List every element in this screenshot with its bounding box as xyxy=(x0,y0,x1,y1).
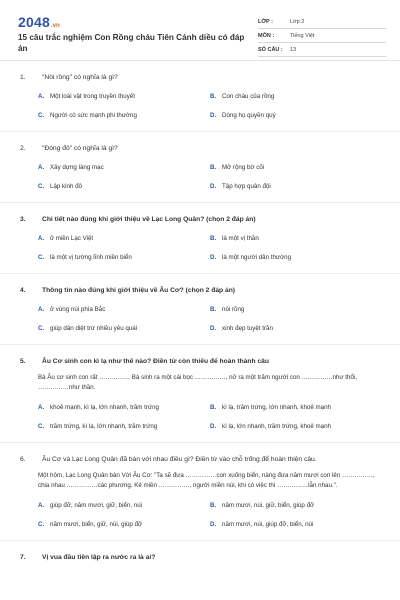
answer-option-text: ở vùng núi phía Bắc xyxy=(50,306,106,313)
question-divider xyxy=(0,540,400,541)
answer-option-text: Mở rộng bờ cõi xyxy=(222,164,265,171)
answer-option-letter: D. xyxy=(210,325,217,332)
answer-option-letter: A. xyxy=(38,306,45,313)
answer-option-letter: C. xyxy=(38,521,45,528)
question-number: 6. xyxy=(20,456,26,463)
question-title xyxy=(18,357,386,366)
question-divider xyxy=(0,442,400,443)
brand-logo[interactable] xyxy=(18,14,248,30)
answer-option[interactable] xyxy=(38,521,210,528)
answer-option[interactable] xyxy=(38,93,210,100)
answer-option[interactable] xyxy=(210,325,386,332)
info-row xyxy=(258,29,386,43)
answer-option-text: Lập kinh đô xyxy=(50,183,82,190)
info-row xyxy=(258,43,386,57)
question-title xyxy=(18,553,386,562)
info-label: SỐ CÂU : xyxy=(258,46,283,53)
answer-option[interactable] xyxy=(38,404,210,411)
answer-option[interactable] xyxy=(38,325,210,332)
answer-options xyxy=(38,93,386,119)
question-item xyxy=(18,553,386,562)
info-value: 13 xyxy=(290,46,297,53)
answer-option-letter: A. xyxy=(38,164,45,171)
question-title xyxy=(18,215,386,224)
question-title xyxy=(18,286,386,295)
answer-option[interactable] xyxy=(38,112,210,119)
answer-option[interactable] xyxy=(210,404,386,411)
answer-option-text: Tập hợp quân đội xyxy=(222,183,271,190)
answer-option-text: kì lạ, trăm trứng, lớn nhanh, khoẻ mạnh xyxy=(222,404,331,411)
answer-option-text: Dòng họ quyền quý xyxy=(222,112,276,119)
answer-option-text: là một vị thần xyxy=(222,235,259,242)
question-item xyxy=(18,286,386,345)
answer-option-letter: B. xyxy=(210,235,217,242)
question-divider xyxy=(0,344,400,345)
info-value: Lớp 2 xyxy=(290,18,305,25)
info-row xyxy=(258,15,386,29)
info-label: LỚP : xyxy=(258,18,273,25)
answer-option[interactable] xyxy=(210,112,386,119)
answer-option-text: nòi rồng xyxy=(222,306,245,313)
answer-option[interactable] xyxy=(210,502,386,509)
answer-option[interactable] xyxy=(210,521,386,528)
answer-option-letter: A. xyxy=(38,93,45,100)
answer-option-letter: C. xyxy=(38,423,45,430)
answer-option-text: Một loài vật trong truyền thuyết xyxy=(50,93,135,100)
answer-option[interactable] xyxy=(38,183,210,190)
answer-option-letter: D. xyxy=(210,112,217,119)
question-item xyxy=(18,215,386,274)
answer-option[interactable] xyxy=(210,235,386,242)
question-text: "Nòi rồng" có nghĩa là gì? xyxy=(42,74,118,81)
answer-option-text: trăm trứng, kì lạ, lớn nhanh, trăm trứng xyxy=(50,423,158,430)
answer-option[interactable] xyxy=(38,306,210,313)
question-title xyxy=(18,144,386,153)
question-text: "Đóng đô" có nghĩa là gì? xyxy=(42,145,118,152)
question-divider xyxy=(0,273,400,274)
answer-option-letter: C. xyxy=(38,112,45,119)
answer-option-text: Con cháu của rồng xyxy=(222,93,275,100)
answer-option[interactable] xyxy=(210,164,386,171)
answer-option[interactable] xyxy=(210,183,386,190)
answer-option-text: xinh đẹp tuyệt trần xyxy=(222,325,273,332)
answer-option-letter: B. xyxy=(210,404,217,411)
question-text: Chi tiết nào đúng khi giới thiệu về Lạc Long Quân? (chọn 2 đáp án) xyxy=(42,216,256,223)
worksheet-header xyxy=(18,0,386,60)
answer-option-letter: B. xyxy=(210,93,217,100)
answer-option-text: năm mươi, núi, giữ, biển, giúp đỡ xyxy=(222,502,315,509)
question-divider xyxy=(0,131,400,132)
question-number: 3. xyxy=(20,216,26,223)
answer-option-text: Xây dựng làng mạc xyxy=(50,164,104,171)
info-label: MÔN : xyxy=(258,32,275,39)
answer-option-letter: D. xyxy=(210,423,217,430)
answer-option-letter: A. xyxy=(38,502,45,509)
info-value: Tiếng Việt xyxy=(290,32,315,39)
answer-option-text: là một vị tướng lĩnh miền biển xyxy=(50,254,132,261)
question-item xyxy=(18,73,386,132)
answer-option[interactable] xyxy=(38,164,210,171)
question-list xyxy=(18,73,386,562)
answer-option-letter: A. xyxy=(38,235,45,242)
brand-logo-suffix: .vn xyxy=(50,23,60,29)
answer-option[interactable] xyxy=(38,235,210,242)
answer-option[interactable] xyxy=(210,93,386,100)
question-number: 5. xyxy=(20,358,26,365)
question-divider xyxy=(0,202,400,203)
question-passage: Một hôm, Lạc Long Quân bàn Với Âu Cơ: "Ta sẽ đưa ……………con xuống biển, nàng đưa năm mươi con lên ……………, chia nhau ……………các phương. Kẻ miền ……………, người miền núi, khi có việc thì ……………lẫn nhau.". xyxy=(38,472,375,489)
question-title xyxy=(18,455,386,464)
answer-option-text: Người có sức mạnh phi thường xyxy=(50,112,137,119)
question-item xyxy=(18,455,386,541)
answer-option-text: năm mươi, biển, giữ, núi, giúp đỡ xyxy=(50,521,143,528)
question-number: 1. xyxy=(20,74,26,81)
answer-option-letter: C. xyxy=(38,325,45,332)
answer-options xyxy=(38,502,386,528)
answer-option-letter: D. xyxy=(210,254,217,261)
answer-option-text: giúp đỡ, năm mươi, giữ, biển, núi xyxy=(50,502,143,509)
answer-option-letter: A. xyxy=(38,404,45,411)
answer-option-text: giúp dân diệt trừ nhiều yêu quái xyxy=(50,325,138,332)
answer-options xyxy=(38,306,386,332)
answer-option-text: khoẻ mạnh, kì lạ, lớn nhanh, trăm trứng xyxy=(50,404,159,411)
answer-option-text: năm mươi, núi, giúp đỡ, biển, núi xyxy=(222,521,314,528)
answer-option-text: kì lạ, lớn nhanh, trăm trứng, khoẻ mạnh xyxy=(222,423,331,430)
question-item xyxy=(18,144,386,203)
answer-option-letter: B. xyxy=(210,306,217,313)
answer-option-letter: B. xyxy=(210,502,217,509)
answer-options xyxy=(38,404,386,430)
answer-option-letter: D. xyxy=(210,521,217,528)
answer-option-letter: C. xyxy=(38,254,45,261)
header-left xyxy=(18,14,248,60)
answer-option-letter: D. xyxy=(210,183,217,190)
answer-option-letter: B. xyxy=(210,164,217,171)
answer-option[interactable] xyxy=(38,502,210,509)
answer-option[interactable] xyxy=(38,423,210,430)
answer-options xyxy=(38,235,386,261)
document-title: 15 câu trắc nghiệm Con Rồng cháu Tiên Cánh diều có đáp án xyxy=(18,33,245,53)
question-text: Thông tin nào đúng khi giới thiệu về Âu Cơ? (chọn 2 đáp án) xyxy=(42,287,236,294)
question-number: 2. xyxy=(20,145,26,152)
question-text: Âu Cơ sinh con kì lạ như thế nào? Điền từ còn thiếu để hoàn thành câu xyxy=(42,358,269,365)
answer-option[interactable] xyxy=(210,306,386,313)
answer-option[interactable] xyxy=(38,254,210,261)
question-item xyxy=(18,357,386,443)
question-text: Vị vua đầu tiên lập ra nước ra là ai? xyxy=(42,554,156,561)
question-number: 4. xyxy=(20,287,26,294)
brand-logo-main: 2048 xyxy=(18,14,50,30)
document-info-table xyxy=(258,15,386,60)
header-divider xyxy=(0,60,400,61)
answer-options xyxy=(38,164,386,190)
question-text: Âu Cơ và Lạc Long Quân đã bàn với nhau điều gì? Điền từ vào chỗ trống để hoàn thiện câu. xyxy=(42,456,317,463)
answer-option-letter: C. xyxy=(38,183,45,190)
question-passage: Bà Âu cơ sinh con rất …………… Bà sinh ra một cái bọc ……………, nở ra một trăm người con ……………như thổi, ……………như thần. xyxy=(38,374,357,391)
question-number: 7. xyxy=(20,554,26,561)
answer-option-text: là một người dân thường xyxy=(222,254,292,261)
answer-option[interactable] xyxy=(210,423,386,430)
question-title xyxy=(18,73,386,82)
answer-option[interactable] xyxy=(210,254,386,261)
answer-option-text: ở miền Lạc Việt xyxy=(50,235,94,242)
